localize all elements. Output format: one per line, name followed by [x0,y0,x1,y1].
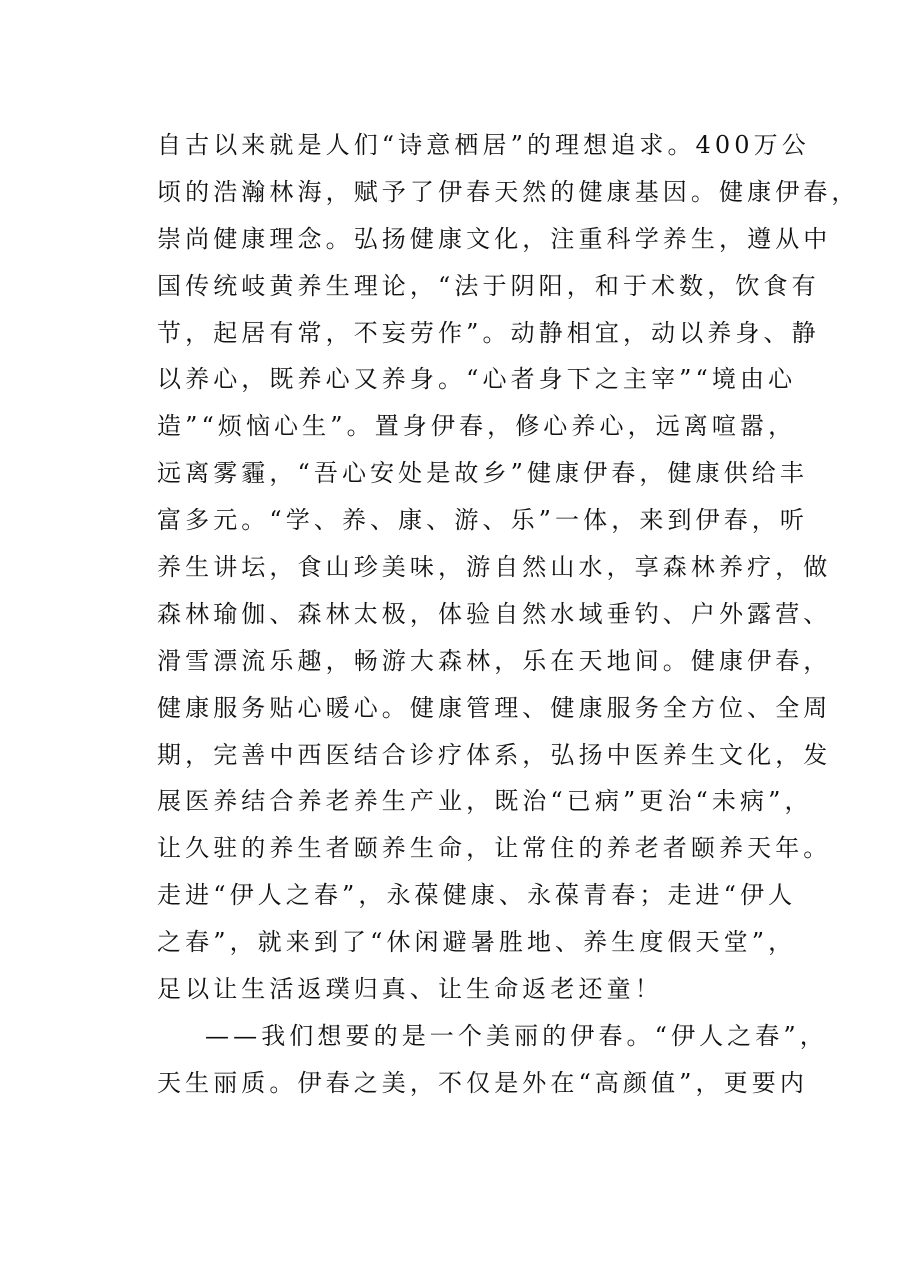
text-line: 足以让生活返璞归真、让生命返老还童！ [157,975,663,1004]
text-line: 展医养结合养老养生产业，既治“已病”更治“未病”， [157,787,813,816]
text-line: 富多元。“学、养、康、游、乐”一体，来到伊春，听 [157,506,808,535]
text-line: 崇尚健康理念。弘扬健康文化，注重科学养生，遵从中 [157,224,832,253]
text-line: 以养心，既养心又养身。“心者身下之主宰”“境由心 [157,365,797,394]
paragraph-start-line: ——我们想要的是一个美丽的伊春。“伊人之春”， [205,1021,828,1050]
text-line: 养生讲坛，食山珍美味，游自然山水，享森林养疗，做 [157,553,832,582]
text-line: 造”“烦恼心生”。置身伊春，修心养心，远离喧嚣， [157,412,797,441]
text-line: 健康服务贴心暖心。健康管理、健康服务全方位、全周 [157,693,832,722]
text-line: 国传统岐黄养生理论，“法于阴阳，和于术数，饮食有 [157,271,820,300]
text-line: 让久驻的养生者颐养生命，让常住的养老者颐养天年。 [157,834,832,863]
text-line: 顷的浩瀚林海，赋予了伊春天然的健康基因。健康伊春， [157,177,860,206]
text-line: 远离雾霾，“吾心安处是故乡”健康伊春，健康供给丰 [157,459,808,488]
text-line: 自古以来就是人们“诗意栖居”的理想追求。400万公 [157,131,810,159]
body-text [157,122,860,1107]
text-line: 走进“伊人之春”，永葆健康、永葆青春；走进“伊人 [157,881,797,910]
text-line: 节，起居有常，不妄劳作”。动静相宜，动以养身、静 [157,318,820,347]
text-line: 期，完善中西医结合诊疗体系，弘扬中医养生文化，发 [157,740,832,769]
text-line: 天生丽质。伊春之美，不仅是外在“高颜值”，更要内 [157,1068,808,1097]
text-line: 滑雪漂流乐趣，畅游大森林，乐在天地间。健康伊春， [157,646,832,675]
text-line: 森林瑜伽、森林太极，体验自然水域垂钓、户外露营、 [157,599,832,628]
text-line: 之春”，就来到了“休闲避暑胜地、养生度假天堂”， [157,928,797,957]
